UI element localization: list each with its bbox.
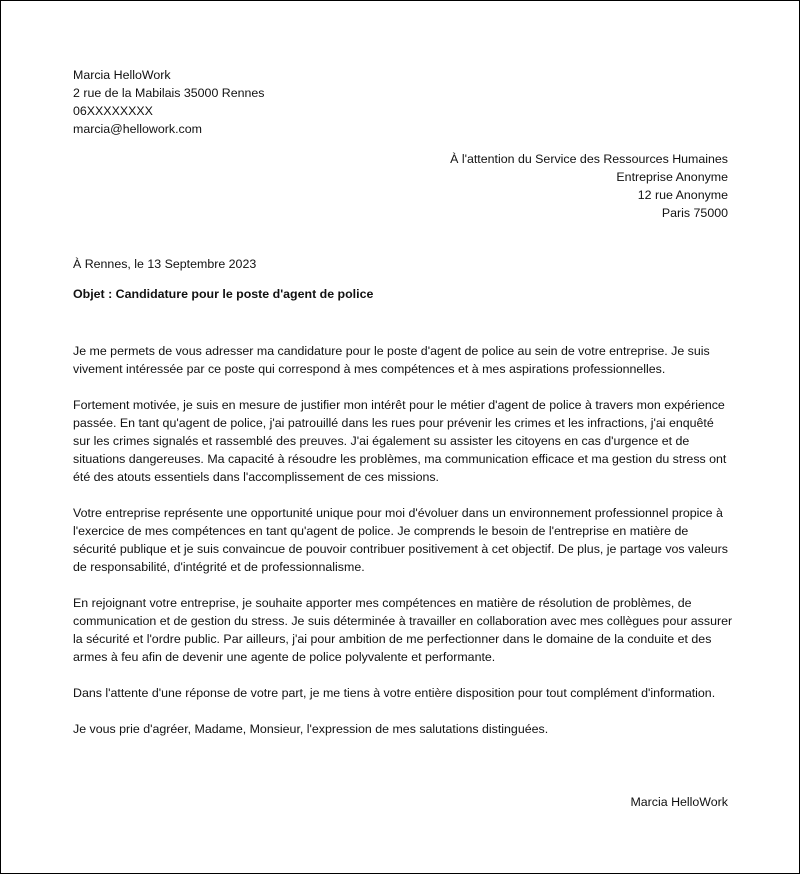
recipient-block (450, 150, 728, 222)
sender-block (73, 66, 265, 138)
body-paragraph: En rejoignant votre entreprise, je souhaite apporter mes compétences en matière de résolution de problèmes, de communication et de gestion du stress. Je suis déterminée à travailler en collaboration avec mes collègues pour assurer la sécurité et l'ordre public. Par ailleurs, j'ai pour ambition de me perfectionner dans le domaine de la conduite et des armes à feu afin de devenir une agente de police polyvalente et performante. (73, 596, 733, 664)
sender-phone: 06XXXXXXXX (73, 104, 153, 118)
date-line: À Rennes, le 13 Septembre 2023 (73, 257, 257, 271)
body-paragraph: Dans l'attente d'une réponse de votre part, je me tiens à votre entière disposition pour tout complément d'information. (73, 686, 716, 700)
recipient-attention: À l'attention du Service des Ressources Humaines (450, 152, 728, 166)
sender-email: marcia@hellowork.com (73, 122, 202, 136)
signature: Marcia HelloWork (630, 795, 728, 809)
recipient-company: Entreprise Anonyme (616, 170, 728, 184)
recipient-street: 12 rue Anonyme (637, 188, 728, 202)
body-paragraph: Votre entreprise représente une opportunité unique pour moi d'évoluer dans un environnement professionnel propice à l'exercice de mes compétences en tant qu'agent de police. Je comprends le besoin de l'entreprise en matière de sécurité publique et je suis convaincue de pouvoir contribuer positivement à cet objectif. De plus, je partage vos valeurs de responsabilité, d'intégrité et de professionnalisme. (73, 506, 729, 574)
body-paragraph: Fortement motivée, je suis en mesure de justifier mon intérêt pour le métier d'agent de police à travers mon expérience passée. En tant qu'agent de police, j'ai patrouillé dans les rues pour prévenir les crimes et les infractions, j'ai enquêté sur les crimes signalés et rassemblé des preuves. J'ai également su assister les citoyens en cas d'urgence et de situations dangereuses. Ma capacité à résoudre les problèmes, ma communication efficace et ma gestion du stress ont été des atouts essentiels dans l'accomplissement de ces missions. (73, 398, 727, 484)
recipient-city: Paris 75000 (661, 206, 728, 220)
sender-name: Marcia HelloWork (73, 68, 171, 82)
body-paragraph: Je me permets de vous adresser ma candidature pour le poste d'agent de police au sein de votre entreprise. Je suis vivement intéressée par ce poste qui correspond à mes compétences et à mes aspirations professionnelles. (73, 344, 710, 376)
sender-address: 2 rue de la Mabilais 35000 Rennes (73, 86, 265, 100)
closing-paragraph: Je vous prie d'agréer, Madame, Monsieur, l'expression de mes salutations distinguées. (73, 722, 549, 736)
letter-body (73, 342, 733, 756)
subject-line: Objet : Candidature pour le poste d'agent de police (73, 287, 374, 301)
